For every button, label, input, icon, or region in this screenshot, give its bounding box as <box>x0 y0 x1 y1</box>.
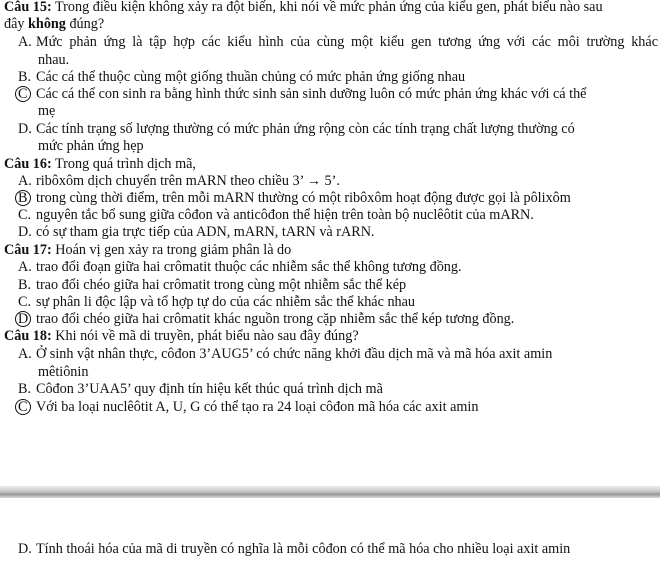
document-page-continued <box>0 498 660 562</box>
option-text: Các tính trạng số lượng thường có mức phản ứng rộng còn các tính trạng chất lượng thường có <box>36 121 575 137</box>
option-letter-circled: C <box>18 85 36 103</box>
option-text: sự phân li độc lập và tổ hợp tự do của các nhiễm sắc thể khác nhau <box>36 294 416 310</box>
question-15-stem: Trong điều kiện không xảy ra đột biến, khi nói về mức phản ứng của kiểu gen, phát biểu nào sau <box>55 0 603 15</box>
question-15-option-a[interactable] <box>18 33 658 51</box>
option-text: trao đổi chéo giữa hai crômatit trong cùng một nhiễm sắc thể kép <box>36 277 407 293</box>
option-letter: A. <box>18 346 32 362</box>
question-16-text: Trong quá trình dịch mã, <box>55 156 196 172</box>
question-15-stem-part: đây <box>4 16 29 32</box>
option-text: Mức phản ứng là tập hợp các kiểu hình của cùng một kiểu gen tương ứng với các môi trường khác <box>36 34 658 50</box>
option-letter: C. <box>18 294 32 310</box>
option-text: Các cá thể thuộc cùng một giống thuần chủng có mức phản ứng giống nhau <box>36 69 466 85</box>
option-letter: B. <box>18 69 32 85</box>
question-17-option-d-selected[interactable] <box>18 310 514 328</box>
question-15-stem-line-1 <box>4 0 603 16</box>
option-letter: D. <box>18 121 32 137</box>
option-text: mẹ <box>38 103 56 119</box>
option-text: có sự tham gia trực tiếp của ADN, mARN, tARN và rARN. <box>36 224 375 240</box>
question-18-option-a-continued <box>38 363 88 381</box>
question-17-number: Câu 17: <box>4 242 52 258</box>
page-break-divider <box>0 486 660 498</box>
option-text: Côđon 3’UAA5’ quy định tín hiệu kết thúc quá trình dịch mã <box>36 381 383 397</box>
question-17-option-b[interactable] <box>18 276 406 294</box>
option-letter: A. <box>18 259 32 275</box>
option-text: nguyên tắc bổ sung giữa côđon và anticôđon thể hiện trên toàn bộ nuclêôtit của mARN. <box>36 207 534 223</box>
question-16-option-c[interactable] <box>18 206 534 224</box>
question-17-option-c[interactable] <box>18 293 415 311</box>
option-letter-circled: D <box>18 310 36 328</box>
option-text: Với ba loại nuclêôtit A, U, G có thể tạo ra 24 loại côđon mã hóa các axit amin <box>36 399 479 415</box>
option-letter: B. <box>18 277 32 293</box>
option-letter-circled: B <box>18 189 36 207</box>
option-text: ribôxôm dịch chuyển trên mARN theo chiều 3’ → 5’. <box>36 173 340 189</box>
option-text: mức phản ứng hẹp <box>38 138 144 154</box>
question-15-option-d-continued <box>38 137 144 155</box>
question-18-option-c-selected[interactable] <box>18 398 478 416</box>
question-16-stem <box>4 155 196 173</box>
option-text: trao đổi đoạn giữa hai crômatit thuộc các nhiễm sắc thể không tương đồng. <box>36 259 462 275</box>
option-text: mêtiônin <box>38 364 89 380</box>
question-16-option-a[interactable] <box>18 172 340 190</box>
question-15-stem-part: đúng? <box>65 16 105 32</box>
option-letter: A. <box>18 173 32 189</box>
question-15-option-d[interactable] <box>18 120 575 138</box>
option-letter: D. <box>18 224 32 240</box>
question-18-stem <box>4 327 359 345</box>
question-17-stem <box>4 241 291 259</box>
question-17-text: Hoán vị gen xảy ra trong giảm phân là do <box>55 242 292 258</box>
question-16-option-b-selected[interactable] <box>18 189 571 207</box>
option-letter: D. <box>18 541 32 557</box>
question-16-number: Câu 16: <box>4 156 52 172</box>
option-text: trao đổi chéo giữa hai crômatit khác nguồn trong cặp nhiễm sắc thể kép tương đồng. <box>36 311 515 327</box>
option-text: Tính thoái hóa của mã di truyền có nghĩa là mỗi côđon có thể mã hóa cho nhiều loại axit amin <box>36 541 571 557</box>
question-18-text: Khi nói về mã di truyền, phát biểu nào sau đây đúng? <box>55 328 359 344</box>
question-15-option-a-continued <box>38 51 69 69</box>
option-letter: B. <box>18 381 32 397</box>
question-17-option-a[interactable] <box>18 258 462 276</box>
option-letter: C. <box>18 207 32 223</box>
question-15-stem-line-2 <box>4 15 104 33</box>
option-text: trong cùng thời điểm, trên mỗi mARN thường có một ribôxôm hoạt động được gọi là pôlixôm <box>36 190 571 206</box>
question-15-negation: không <box>28 16 66 32</box>
question-18-number: Câu 18: <box>4 328 52 344</box>
question-15-option-b[interactable] <box>18 68 465 86</box>
option-text: nhau. <box>38 52 70 68</box>
option-text: Ở sinh vật nhân thực, côđon 3’AUG5’ có chức năng khởi đầu dịch mã và mã hóa axit amin <box>36 346 553 362</box>
question-15-option-c-selected[interactable] <box>18 85 586 103</box>
question-18-option-d[interactable] <box>18 540 570 558</box>
option-text: Các cá thể con sinh ra bằng hình thức sinh sản sinh dưỡng luôn có mức phản ứng khác với cá thể <box>36 86 587 102</box>
question-15-option-c-continued <box>38 102 55 120</box>
question-18-option-a[interactable] <box>18 345 552 363</box>
question-18-option-b[interactable] <box>18 380 383 398</box>
question-15-number: Câu 15: <box>4 0 52 15</box>
option-letter: A. <box>18 34 32 50</box>
option-letter-circled: C <box>18 398 36 416</box>
question-16-option-d[interactable] <box>18 223 374 241</box>
